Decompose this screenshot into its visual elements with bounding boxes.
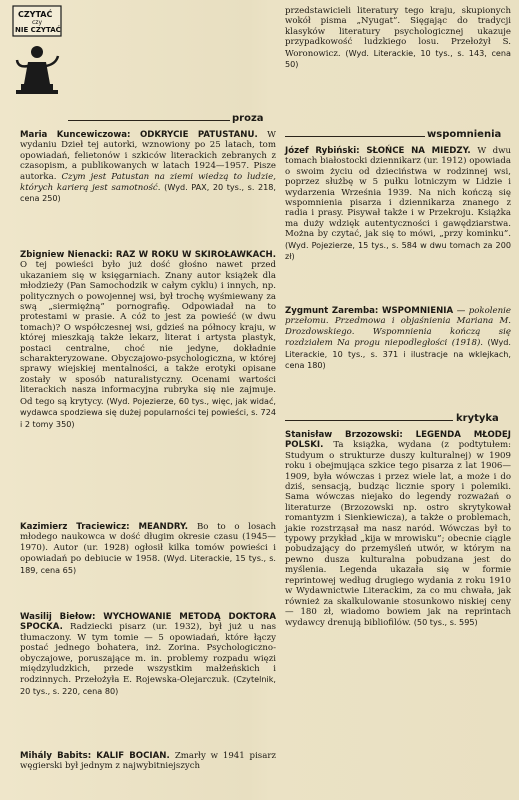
book-title: KALIF BOCIAN. <box>96 751 175 761</box>
entry-publication: (Wyd. Pojezierze, 15 tys., s. 584 w dwu tomach za 200 zł) <box>285 239 511 262</box>
author-name: Zygmunt Zaremba: <box>285 306 382 316</box>
entry-publication: (Wyd. Literackie, 10 tys., s. 371 i ilustracje na wklejkach, cena 180) <box>285 337 511 371</box>
logo-line-3: NIE CZYTAĆ <box>15 26 61 34</box>
entry-bielow <box>20 612 276 697</box>
logo-line-2: czy <box>32 19 42 26</box>
rule-proza <box>68 120 230 121</box>
entry-text: W wydaniu Dzieł tej autorki, wznowiony po 25 latach, tom opowiadań, felietonów i szkiców literackich zebranych z czasopism, a publikowanych w latach 1924—1957. Pisze autorka. <box>20 130 276 182</box>
rule-wspomnienia <box>285 136 425 137</box>
section-label-proza: proza <box>232 113 264 124</box>
entry-text: — pokolenie przełomu. Przedmowa i objaśnienia Mariana M. Drozdowskiego. Wspomnienia kończą się rozdziałem Na progu niepodległości (1918). <box>285 306 511 349</box>
entry-rybinski <box>285 146 511 262</box>
entry-publication: (Wyd. Literackie, 10 tys., s. 143, cena 50) <box>285 47 512 70</box>
author-name: Wasilij Biełow: <box>20 612 104 622</box>
logo-line-1: CZYTAĆ <box>18 10 53 19</box>
entry-text: W dwu tomach białostocki dziennikarz (ur. 1912) opowiada o swoim życiu od dzieciństwa w rodzinnej wsi, poprzez służbę w 5 pułku lotniczym w Lidzie i wydarzenia Września 1939. Na nich kończą się wspomnienia pisarza i dziennikarza znanego z radia i prasy. Pisywał także i w Przekroju. Książka ma duży wdzięk autentyczności i gawędziarstwa. Można by czytać, jak się to mówi, „przy kominku”. <box>285 146 511 240</box>
author-name: Mihály Babits: <box>20 751 97 761</box>
rule-krytyka <box>285 420 453 421</box>
section-label-wspomnienia: wspomnienia <box>427 129 502 140</box>
author-name: Zbigniew Nienacki: <box>20 250 116 260</box>
czytac-logo <box>12 4 62 96</box>
section-label-krytyka: krytyka <box>456 413 499 424</box>
author-name: Kazimierz Traciewicz: <box>20 522 139 532</box>
entry-babits-continued <box>285 6 511 70</box>
entry-text: Zmarły w 1941 pisarz węgierski był jednym z najwybitniejszych <box>20 751 276 772</box>
entry-text: Bo to o losach młodego naukowca w dość długim okresie czasu (1945—1970). Autor (ur. 1928) ogłosił kilka tomów powieści i opowiadań po debiucie w 1958. <box>20 522 277 565</box>
entry-publication: (Wyd. Literackie, 15 tys., s. 189, cena 65) <box>20 553 276 575</box>
entry-text: przedstawicieli literatury tego kraju, skupionych wokół pisma „Nyugat”. Sięgając do tradycji klasyków literatury psychologicznej ukazuje przypadkowość ludzkiego losu. Przełożył S. Woronowicz. <box>285 6 511 59</box>
book-title: WYCHOWANIE METODĄ DOKTORA SPOCKA. <box>20 612 276 633</box>
entry-publication: (Wyd. PAX, 20 tys., s. 218, cena 250) <box>20 182 276 204</box>
entry-kuncewiczowa <box>20 130 276 205</box>
author-name: Józef Rybiński: <box>285 146 367 156</box>
entry-text: Ta książka, wydana (z podtytułem: Studyum o strukturze duszy kulturalnej) w 1909 roku i obejmująca szkice tego pisarza z lat 1906—1909, była wówczas i przez wiele lat, a może i do dziś, sensacją, budząc licznie spory i polemiki. Sama wówczas niejako do legendy rozważań o literaturze (Brzozowski np. ostro skrytykował romantyzm i Sienkiewicza), a także o problemach, jakie rozstrząsał ma nasz naród. Wówczas był to typowy przykład „kija w mrowisku”; obecnie ciągle pobudzający do przemyśleń utwór, w którym na pewno dusza kulturalna pobudzana jest do myślenia. Legenda ukazała się w formie reprintowej według drugiego wydania z roku 1910 w Wydawnictwie Literackim, za co mu chwała, jak również za skalkulowanie stosunkowo niskiej ceny — 180 zł, wiadomo bowiem jak na reprintach wydawcy drenują bibliofilów. <box>285 440 511 629</box>
entry-brzozowski <box>285 430 511 629</box>
entry-nienacki <box>20 250 276 430</box>
book-title: MEANDRY. <box>138 522 197 532</box>
entry-babits <box>20 751 276 772</box>
book-title: LEGENDA MŁODEJ POLSKI. <box>285 430 511 451</box>
author-name: Maria Kuncewiczowa: <box>20 130 140 140</box>
entry-text: Radziecki pisarz (ur. 1932), był już u nas tłumaczony. W tym tomie — 5 opowiadań, które łączy postać jednego bohatera, inż. Zorina. Psychologiczno-obyczajowe, poruszające m. in. problemy rozpadu więzi międzyludzkich, przede wszystkim małżeńskich i rodzinnych. Przełożyła E. Rojewska-Olejarczuk. <box>20 622 276 686</box>
book-title: SŁOŃCE NA MIEDZY. <box>366 146 478 156</box>
entry-text: O tej powieści było już dość głośno nawet przed ukazaniem się w księgarniach. Znany autor książek dla młodzieży (Pan Samochodzik w całym cyklu) i innych, np. politycznych o powojennej wsi, był trochę wyśmiewany za swą „siermiężną” pornografię. Odpowiadał na to protestami w prasie. A cóż to jest za powieść (w dwu tomach)? O współczesnej wsi, gdzieś na północy kraju, w której mieszkają także lekarz, literat i artysta plastyk, postaci centralne, choć nie jedyne, dokładnie scharakteryzowane. Obyczajowo-psychologiczna, w której sprawy wiejskiej mentalności, a także erotyki opisane zostały w sposób naturalistyczny. Ocenami wartości literackich nasza informacyjna rubryka się nie zajmuje. Od tego są krytycy. <box>20 260 276 407</box>
entry-publication: (Czytelnik, 20 tys., s. 220, cena 80) <box>20 674 276 696</box>
entry-publication: (Wyd. Pojezierze, 60 tys., więc, jak widać, wydawca spodziewa się dużej popularności tej powieści, s. 724 i 2 tomy 350) <box>20 395 276 429</box>
entry-quote: Czym jest Patustan na ziemi wiedzą to ludzie, których karierą jest samotność. <box>20 171 276 194</box>
book-title: RAZ W ROKU W SKIROŁAWKACH. <box>115 250 277 260</box>
book-title: ODKRYCIE PATUSTANU. <box>139 130 268 140</box>
author-name: Stanisław Brzozowski: <box>285 430 416 440</box>
entry-publication: (50 tys., s. 595) <box>413 617 478 628</box>
entry-zaremba <box>285 306 511 371</box>
entry-traciewicz <box>20 522 276 576</box>
book-title: WSPOMNIENIA <box>382 306 457 316</box>
